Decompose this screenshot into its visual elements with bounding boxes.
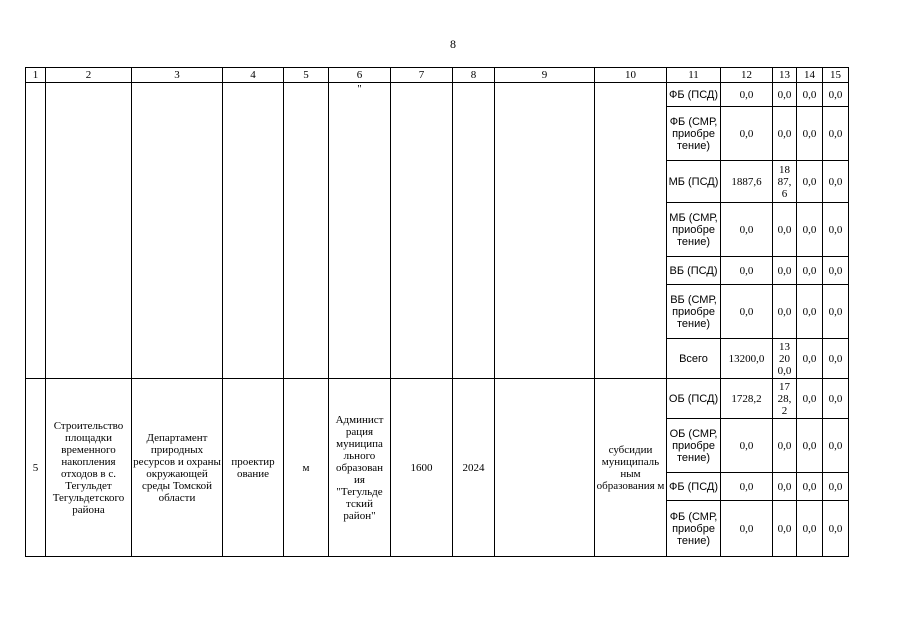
value-col-13: 0,0 xyxy=(773,501,797,557)
column-number-12: 12 xyxy=(721,68,773,83)
carry-col-9 xyxy=(495,83,595,379)
page-number: 8 xyxy=(450,37,456,51)
funding-source: ОБ (СМР, приобре тение) xyxy=(667,419,721,473)
value-col-14: 0,0 xyxy=(797,501,823,557)
value-col-13: 17 28, 2 xyxy=(773,379,797,419)
item-unit: м xyxy=(284,379,329,557)
column-number-1: 1 xyxy=(26,68,46,83)
carry-col-4 xyxy=(223,83,284,379)
value-col-14: 0,0 xyxy=(797,203,823,257)
column-number-5: 5 xyxy=(284,68,329,83)
column-number-13: 13 xyxy=(773,68,797,83)
funding-source: ФБ (СМР, приобре тение) xyxy=(667,107,721,161)
value-col-12: 0,0 xyxy=(721,107,773,161)
carry-col-3 xyxy=(132,83,223,379)
value-col-12: 0,0 xyxy=(721,83,773,107)
item-capacity: 1600 xyxy=(391,379,453,557)
value-col-12: 1728,2 xyxy=(721,379,773,419)
value-col-12: 0,0 xyxy=(721,501,773,557)
value-col-12: 0,0 xyxy=(721,257,773,285)
column-number-3: 3 xyxy=(132,68,223,83)
value-col-13: 0,0 xyxy=(773,285,797,339)
value-col-15: 0,0 xyxy=(823,419,849,473)
item-customer: Админист рация муниципа льного образован ия "Тегульде тский район" xyxy=(329,379,391,557)
value-col-15: 0,0 xyxy=(823,161,849,203)
column-number-6: 6 xyxy=(329,68,391,83)
funding-source: МБ (ПСД) xyxy=(667,161,721,203)
funding-source: Всего xyxy=(667,339,721,379)
value-col-12: 0,0 xyxy=(721,473,773,501)
value-col-14: 0,0 xyxy=(797,257,823,285)
value-col-14: 0,0 xyxy=(797,107,823,161)
funding-source: ФБ (ПСД) xyxy=(667,473,721,501)
value-col-12: 13200,0 xyxy=(721,339,773,379)
funding-source: МБ (СМР, приобре тение) xyxy=(667,203,721,257)
value-col-14: 0,0 xyxy=(797,83,823,107)
carry-col-8 xyxy=(453,83,495,379)
value-col-13: 0,0 xyxy=(773,419,797,473)
value-col-13: 13 20 0,0 xyxy=(773,339,797,379)
value-col-13: 0,0 xyxy=(773,473,797,501)
value-col-15: 0,0 xyxy=(823,473,849,501)
column-number-4: 4 xyxy=(223,68,284,83)
item-form: субсидии муниципаль ным образования м xyxy=(595,379,667,557)
item-department: Департамент природных ресурсов и охраны окружающей среды Томской области xyxy=(132,379,223,557)
program-table xyxy=(25,67,849,557)
item-number: 5 xyxy=(26,379,46,557)
value-col-15: 0,0 xyxy=(823,339,849,379)
column-number-2: 2 xyxy=(46,68,132,83)
carry-col-2 xyxy=(46,83,132,379)
value-col-15: 0,0 xyxy=(823,285,849,339)
column-number-8: 8 xyxy=(453,68,495,83)
value-col-14: 0,0 xyxy=(797,161,823,203)
value-col-14: 0,0 xyxy=(797,379,823,419)
funding-source: ФБ (ПСД) xyxy=(667,83,721,107)
value-col-14: 0,0 xyxy=(797,339,823,379)
value-col-13: 0,0 xyxy=(773,257,797,285)
value-col-15: 0,0 xyxy=(823,203,849,257)
value-col-15: 0,0 xyxy=(823,107,849,161)
carry-col-10 xyxy=(595,83,667,379)
funding-source: ОБ (ПСД) xyxy=(667,379,721,419)
item-col-9 xyxy=(495,379,595,557)
funding-source: ВБ (ПСД) xyxy=(667,257,721,285)
column-number-15: 15 xyxy=(823,68,849,83)
funding-source: ВБ (СМР, приобре тение) xyxy=(667,285,721,339)
table-body xyxy=(26,68,849,557)
table-row xyxy=(26,83,849,107)
carry-col-5 xyxy=(284,83,329,379)
value-col-14: 0,0 xyxy=(797,419,823,473)
column-number-7: 7 xyxy=(391,68,453,83)
value-col-13: 0,0 xyxy=(773,83,797,107)
column-number-9: 9 xyxy=(495,68,595,83)
value-col-15: 0,0 xyxy=(823,257,849,285)
value-col-14: 0,0 xyxy=(797,285,823,339)
value-col-15: 0,0 xyxy=(823,379,849,419)
value-col-13: 0,0 xyxy=(773,107,797,161)
carry-col-6: " xyxy=(329,83,391,379)
table-row xyxy=(26,379,849,419)
column-number-14: 14 xyxy=(797,68,823,83)
value-col-15: 0,0 xyxy=(823,83,849,107)
value-col-12: 0,0 xyxy=(721,203,773,257)
carry-col-7 xyxy=(391,83,453,379)
item-stage: проектир ование xyxy=(223,379,284,557)
value-col-13: 0,0 xyxy=(773,203,797,257)
item-year: 2024 xyxy=(453,379,495,557)
value-col-12: 0,0 xyxy=(721,285,773,339)
header-number-row xyxy=(26,68,849,83)
item-name: Строительство площадки временного накопления отходов в с. Тегульдет Тегульдетского района xyxy=(46,379,132,557)
value-col-14: 0,0 xyxy=(797,473,823,501)
value-col-12: 0,0 xyxy=(721,419,773,473)
value-col-12: 1887,6 xyxy=(721,161,773,203)
column-number-11: 11 xyxy=(667,68,721,83)
value-col-15: 0,0 xyxy=(823,501,849,557)
column-number-10: 10 xyxy=(595,68,667,83)
funding-source: ФБ (СМР, приобре тение) xyxy=(667,501,721,557)
value-col-13: 18 87, 6 xyxy=(773,161,797,203)
carry-col-1 xyxy=(26,83,46,379)
